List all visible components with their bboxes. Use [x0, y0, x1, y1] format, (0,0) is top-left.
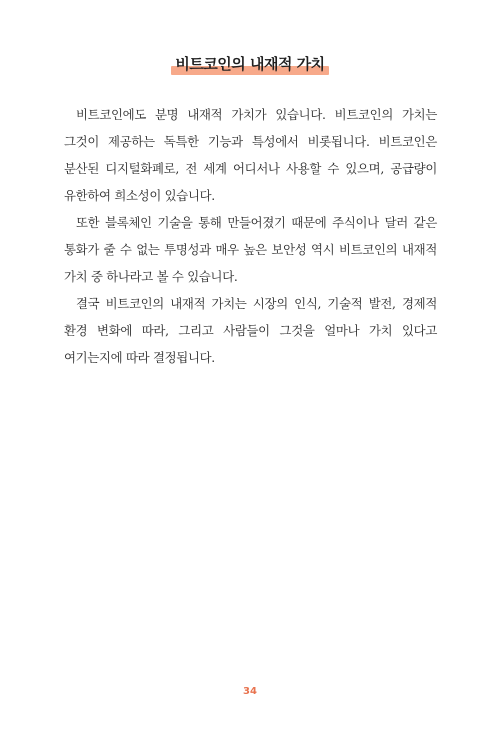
paragraph: 결국 비트코인의 내재적 가치는 시장의 인식, 기술적 발전, 경제적 환경 변화에 따라, 그리고 사람들이 그것을 얼마나 가치 있다고 여기는지에 따라 결정됩니다. [64, 296, 437, 365]
paragraph: 비트코인에도 분명 내재적 가치가 있습니다. 비트코인의 가치는 그것이 제공하는 독특한 기능과 특성에서 비롯됩니다. 비트코인은 분산된 디지털화폐로, 전 세계 어디서나 사용할 수 있으며, 공급량이 유한하여 희소성이 있습니다. [64, 107, 437, 203]
title-container [0, 53, 500, 75]
paragraph: 또한 블록체인 기술을 통해 만들어졌기 때문에 주식이나 달러 같은 통화가 줄 수 없는 투명성과 매우 높은 보안성 역시 비트코인의 내재적 가치 중 하나라고 볼 수 있습니다. [64, 215, 437, 284]
body-text [64, 101, 437, 371]
page-title [171, 53, 328, 75]
page-title-text: 비트코인의 내재적 가치 [175, 55, 325, 73]
page-number: 34 [243, 686, 257, 697]
